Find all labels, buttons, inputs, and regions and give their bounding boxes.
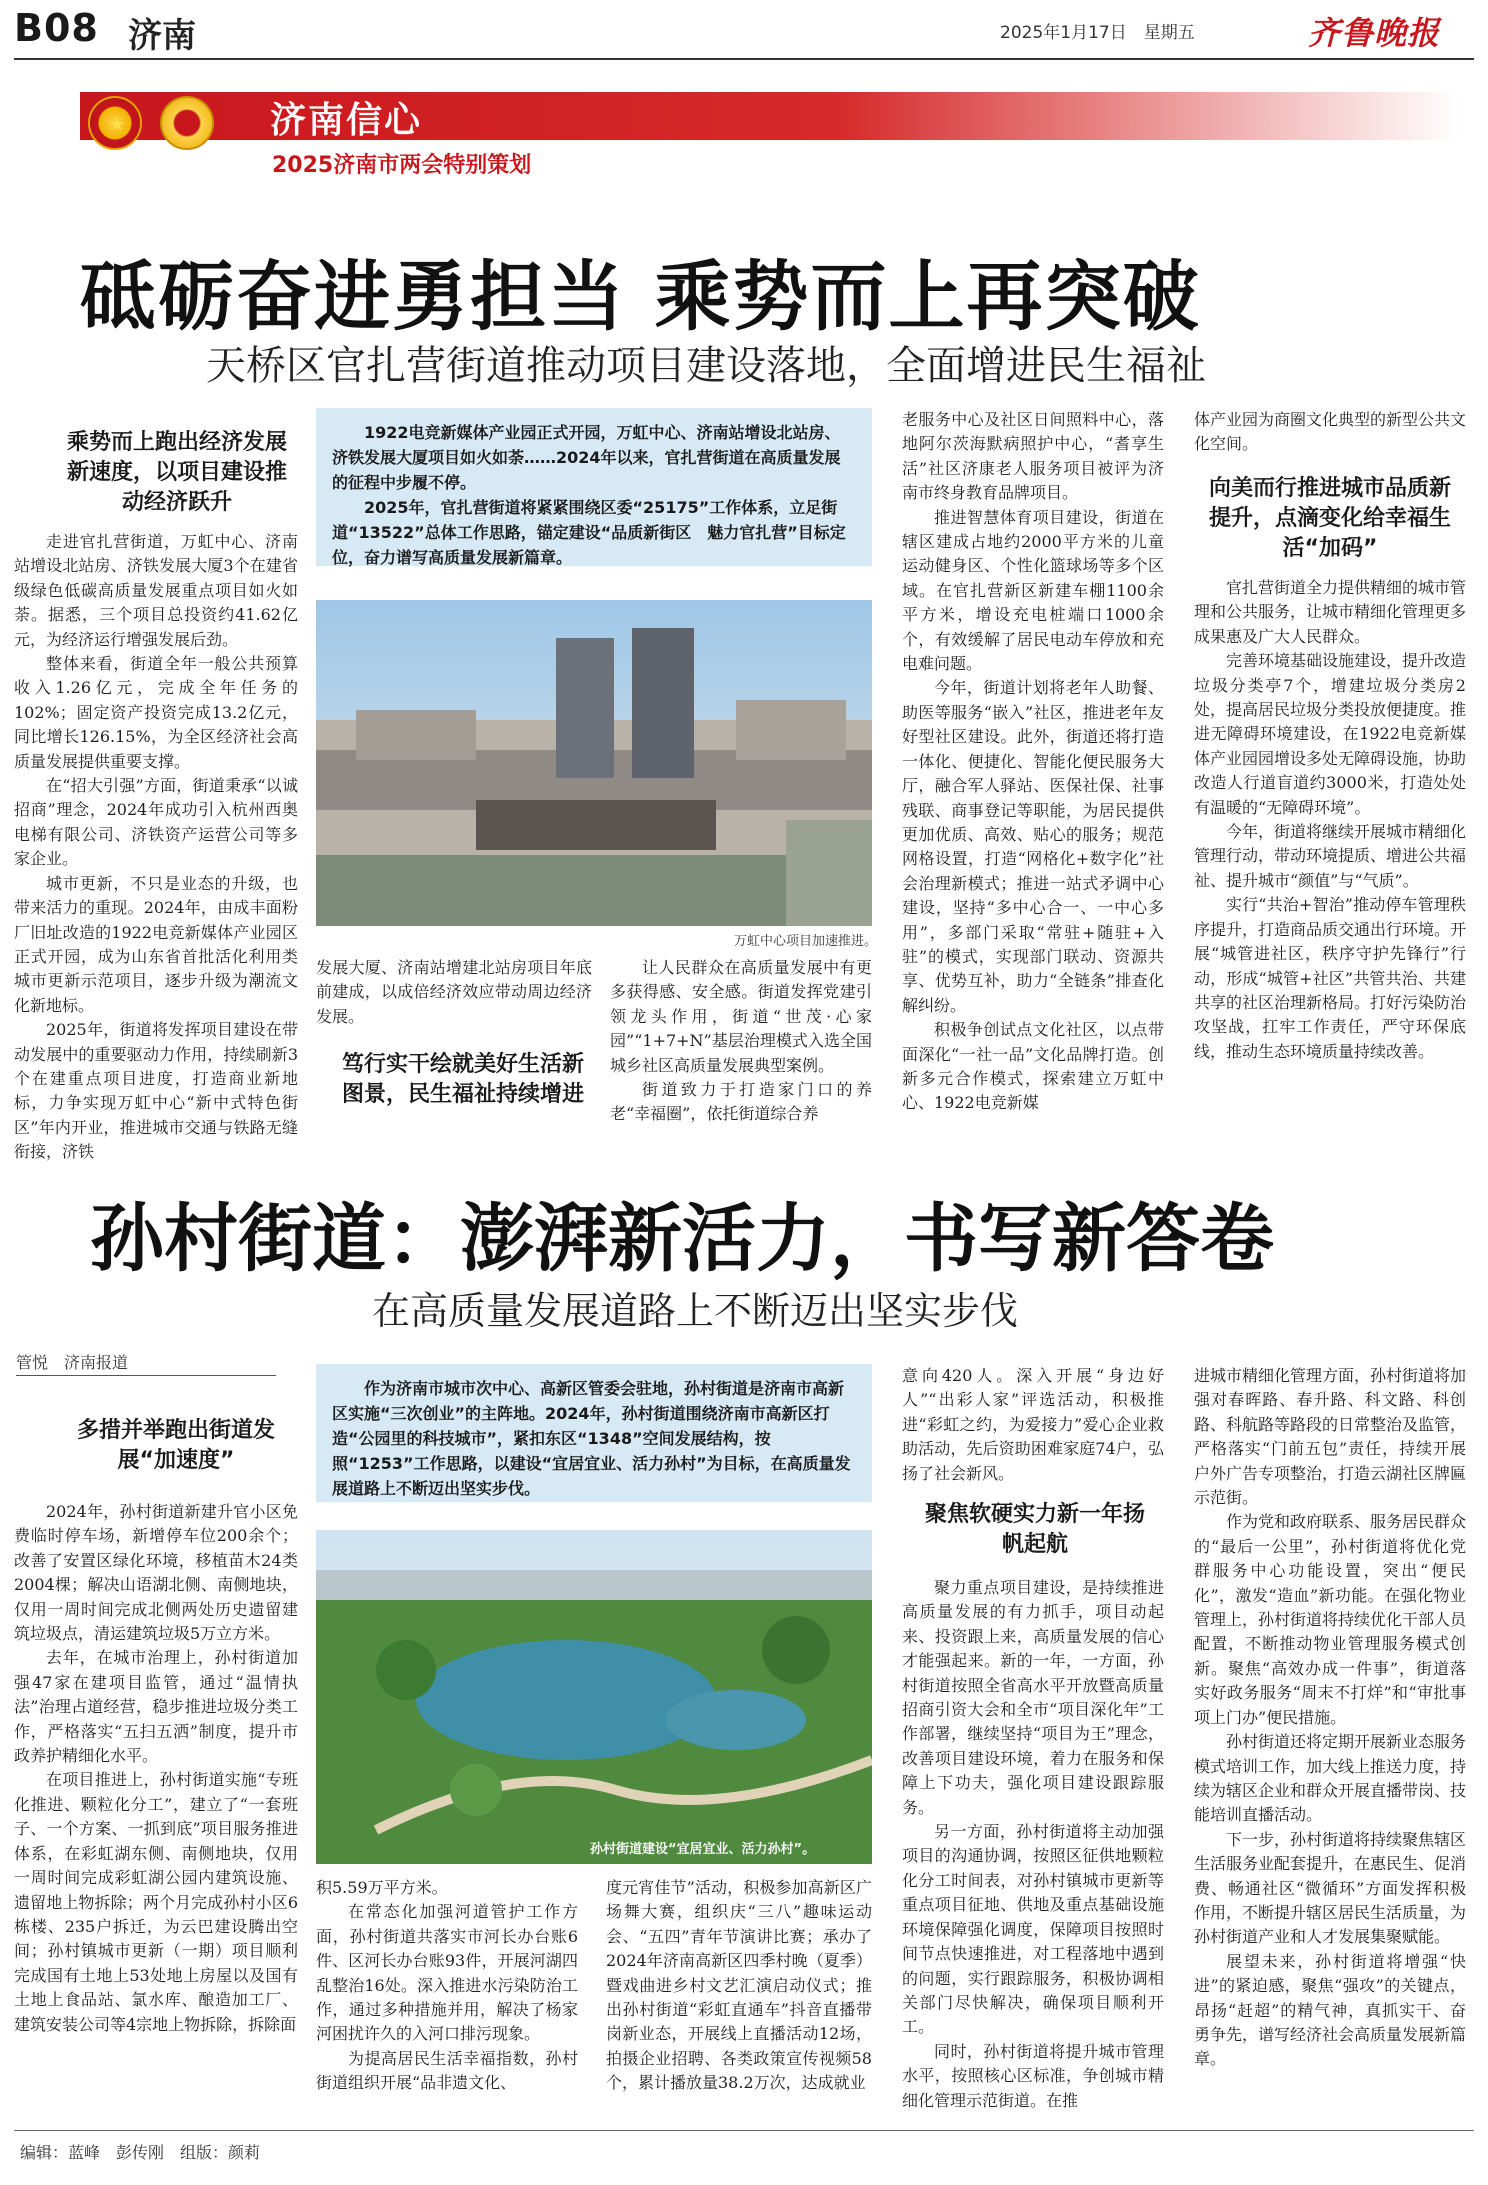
cppcc-emblem-icon: ✦	[160, 96, 214, 150]
story1-section3-title: 向美而行推进城市品质新提升，点滴变化给幸福生活“加码”	[1208, 476, 1451, 561]
story2-column4: 意向420人。深入开展“身边好人”“出彩人家”评选活动，积极推进“彩虹之约，为爱接力”爱心企业救助活动，先后资助困难家庭74户，弘扬了社会新风。	[902, 1366, 1164, 1483]
story1-subheadline: 天桥区官扎营街道推动项目建设落地，全面增进民生福祉	[206, 343, 1206, 389]
story2-column3: 度元宵佳节”活动，积极参加高新区广场舞大赛，组织庆“三八”趣味运动会、“五四”青年节演讲比赛；承办了2024年济南高新区四季村晚（夏季）暨戏曲进乡村文艺汇演启动仪式；推出孙村街道“彩虹直通车”抖音直播带岗新业态，开展线上直播活动12场，拍摄企业招聘、各类政策宣传视频58个，累计播放量38.2万次，达成就业	[606, 1878, 872, 2093]
story1-section2-title: 笃行实干绘就美好生活新图景，民生福祉持续增进	[342, 1052, 585, 1107]
story1-column1: 走进官扎营街道，万虹中心、济南站增设北站房、济铁发展大厦3个在建省级绿色低碳高质量发展重点项目如火如荼。据悉，三个项目总投资约41.62亿元，为经济运行增强发展后劲。 整体来看，街道全年一般公共预算收入1.26亿元，完成全年任务的102%；固定资产投资完成13.2亿元，同比增长126.15%，为全区经济社会高质量发展提供重要支撑。 在“招大引强”方面，街道秉承“以诚招商”理念，2024年成功引入杭州西奥电梯有限公司、济铁资产运营公司等多家企业。 城市更新，不只是业态的升级，也带来活力的重现。2024年，由成丰面粉厂旧址改造的1922电竞新媒体产业园区正式开园，成为山东省首批活化利用类城市更新示范项目，逐步升级为潮流文化新地标。 2025年，街道将发挥项目建设在带动发展中的重要驱动力作用，持续刷新3个在建重点项目进度，打造商业新地标，力争实现万虹中心“新中式特色街区”年内开业，推进城市交通与铁路无缝衔接，济铁	[14, 532, 298, 1162]
story1-photo-caption: 万虹中心项目加速推进。	[734, 934, 878, 949]
story2-column2: 积5.59万平方米。 在常态化加强河道管护工作方面，孙村街道共落实市河长办台账6件、区河长办台账93件，开展河湖四乱整治16处。深入推进水污染防治工作，通过多种措施并用，解决了杨家河困扰许久的入河口排污现象。 为提高居民生活幸福指数，孙村街道组织开展“品非遗文化、	[316, 1878, 578, 2093]
special-kicker: 2025济南市两会特别策划	[272, 153, 532, 178]
story2-photo	[316, 1530, 872, 1864]
story2-section2-title: 聚焦软硬实力新一年扬帆起航	[924, 1502, 1145, 1557]
column-title: 济南信心	[270, 99, 423, 141]
story2-photo-caption: 孙村街道建设“宜居宜业、活力孙村”。	[590, 1842, 816, 1857]
story2-column4-body: 聚力重点项目建设，是持续推进高质量发展的有力抓手，项目动起来、投资跟上来，高质量发展的信心才能强起来。新的一年，一方面，孙村街道按照全省高水平开放暨高质量招商引资大会和全市“项目深化年”工作部署，继续坚持“项目为王”理念，改善项目建设环境，着力在服务和保障上下功夫，强化项目建设跟踪服务。 另一方面，孙村街道将主动加强项目的沟通协调，按照区征供地颗粒化分工时间表，对孙村镇城市更新等重点项目征地、供地及重点基础设施环境保障强化调度，保障项目按照时间节点快速推进，对工程落地中遇到的问题，实行跟踪服务，积极协调相关部门尽快解决，确保项目顺利开工。 同时，孙村街道将提升城市管理水平，按照核心区标准，争创城市精细化管理示范街道。在推	[902, 1578, 1164, 2110]
story2-column5: 进城市精细化管理方面，孙村街道将加强对春晖路、春升路、科文路、科创路、科航路等路段的日常整治及监管，严格落实“门前五包”责任，持续开展户外广告专项整治，打造云湖社区牌匾示范街。 作为党和政府联系、服务居民群众的“最后一公里”，孙村街道将优化党群服务中心功能设置，突出“便民化”，激发“造血”新功能。在强化物业管理上，孙村街道将持续优化干部人员配置，不断推动物业管理服务模式创新。聚焦“高效办成一件事”，街道落实好政务服务“周末不打烊”和“审批事项上门办”便民措施。 孙村街道还将定期开展新业态服务模式培训工作，加大线上推送力度，持续为辖区企业和群众开展直播带岗、技能培训直播活动。 下一步，孙村街道将持续聚焦辖区生活服务业配套提升，在惠民生、促消费、畅通社区“微循环”方面发挥积极作用，不断提升辖区居民生活质量，为孙村街道产业和人才发展集聚赋能。 展望未来，孙村街道将增强“快进”的紧迫感，聚焦“强攻”的关键点，昂扬“赶超”的精气神，真抓实干、奋勇争先，谱写经济社会高质量发展新篇章。	[1194, 1366, 1467, 2069]
header-rule	[14, 58, 1474, 60]
story1-photo	[316, 600, 872, 926]
story1-lead-box: 1922电竞新媒体产业园正式开园，万虹中心、济南站增设北站房、济铁发展大厦项目如火如荼……2024年以来，官扎营街道在高质量发展的征程中步履不停。 2025年，官扎营街道将紧紧围绕区委“25175”工作体系，立足街道“13522”总体工作思路，锚定建设“品质新街区 魅力官扎营”目标定位，奋力谱写高质量发展新篇章。	[316, 408, 872, 566]
footer-credits: 编辑：蓝峰 彭传刚 组版：颜莉	[20, 2143, 261, 2162]
story1-column2: 发展大厦、济南站增建北站房项目年底前建成，以成倍经济效应带动周边经济发展。	[316, 958, 592, 1026]
page-section-city: 济南	[128, 16, 196, 56]
story1-section1-title: 乘势而上跑出经济发展新速度，以项目建设推动经济跃升	[66, 430, 287, 515]
story2-lead-box: 作为济南市城市次中心、高新区管委会驻地，孙村街道是济南市高新区实施“三次创业”的主阵地。2024年，孙村街道围绕济南市高新区打造“公园里的科技城市”，紧扣东区“1348”空间发展结构，按照“1253”工作思路，以建设“宜居宜业、活力孙村”为目标，在高质量发展道路上不断迈出坚实步伐。	[316, 1364, 872, 1502]
story2-column1: 2024年，孙村街道新建升官小区免费临时停车场，新增停车位200余个；改善了安置区绿化环境，移植苗木24类2004棵；解决山语湖北侧、南侧地块，仅用一周时间完成北侧两处历史遗留建筑垃圾点，清运建筑垃圾5万立方米。 去年，在城市治理上，孙村街道加强47家在建项目监管，通过“温情执法”治理占道经营，稳步推进垃圾分类工作，严格落实“五扫五洒”制度，提升市政养护精细化水平。 在项目推进上，孙村街道实施“专班化推进、颗粒化分工”，建立了“一套班子、一个方案、一抓到底”项目服务推进体系，在彩虹湖东侧、南侧地块，仅用一周时间完成彩虹湖公园内建筑设施、遗留地上物拆除；两个月完成孙村小区6栋楼、235户拆迁，为云巴建设腾出空间；孙村镇城市更新（一期）项目顺利完成国有土地上53处地上房屋以及国有土地上食品站、氯水库、酿造加工厂、建筑安装公司等4宗地上物拆除，拆除面	[14, 1502, 298, 2034]
national-emblem-icon: ★	[88, 96, 142, 150]
story1-headline: 砥砺奋进勇担当 乘势而上再突破	[80, 252, 1201, 341]
page-code: B08	[14, 6, 99, 50]
newspaper-logo: 齐鲁晚报	[1308, 14, 1441, 52]
story1-column4: 老服务中心及社区日间照料中心，落地阿尔茨海默病照护中心，“耆享生活”社区济康老人服务项目被评为济南市终身教育品牌项目。 推进智慧体育项目建设，街道在辖区建成占地约2000平方米的儿童运动健身区、个性化篮球场等多个区域。在官扎营新区新建车棚1100余平方米，增设充电桩端口1000余个，有效缓解了居民电动车停放和充电难问题。 今年，街道计划将老年人助餐、助医等服务“嵌入”社区，推进老年友好型社区建设。此外，街道还将打造一体化、便捷化、智能化便民服务大厅，融合军人驿站、医保社保、社事残联、商事登记等职能，为居民提供更加优质、高效、贴心的服务；规范网格设置，打造“网格化+数字化”社会治理新模式；推进一站式矛调中心建设，坚持“多中心合一、一中心多用”，多部门采取“常驻+随驻+入驻”的模式，实现部门联动、资源共享、优势互补，助力“全链条”排查化解纠纷。 积极争创试点文化社区，以点带面深化“一社一品”文化品牌打造。创新多元合作模式，探索建立万虹中心、1922电竞新媒	[902, 410, 1164, 1113]
story1-column5-body: 官扎营街道全力提供精细的城市管理和公共服务，让城市精细化管理更多成果惠及广大人民群众。 完善环境基础设施建设，提升改造垃圾分类亭7个，增建垃圾分类房2处，提高居民垃圾分类投放便捷度。推进无障碍环境建设，在1922电竞新媒体产业园园增设多处无障碍设施，协助改造人行道盲道约3000米，打造处处有温暖的“无障碍环境”。 今年，街道将继续开展城市精细化管理行动，带动环境提质、增进公共福祉、提升城市“颜值”与“气质”。 实行“共治+智治”推动停车管理秩序提升，打造商品质交通出行环境。开展“城管进社区，秩序守护先锋行”行动，形成“城管+社区”共管共治、共建共享的社区治理新格局。打好污染防治攻坚战，扛牢工作责任，严守环保底线，推动生态环境质量持续改善。	[1194, 578, 1467, 1061]
footer-rule	[14, 2130, 1474, 2131]
story2-byline: 管悦 济南报道	[16, 1350, 276, 1376]
story2-section1-title: 多措并举跑出街道发展“加速度”	[76, 1418, 275, 1473]
issue-date: 2025年1月17日 星期五	[1000, 23, 1195, 43]
story2-headline: 孙村街道：澎湃新活力，书写新答卷	[90, 1196, 1274, 1282]
story1-column3: 让人民群众在高质量发展中有更多获得感、安全感。街道发挥党建引领龙头作用，街道“世茂·心家园”“1+7+N”基层治理模式入选全国城乡社区高质量发展典型案例。 街道致力于打造家门口的养老“幸福圈”，依托街道综合养	[610, 958, 872, 1124]
story2-subheadline: 在高质量发展道路上不断迈出坚实步伐	[372, 1289, 1019, 1333]
story1-column5: 体产业园为商圈文化典型的新型公共文化空间。	[1194, 410, 1467, 454]
